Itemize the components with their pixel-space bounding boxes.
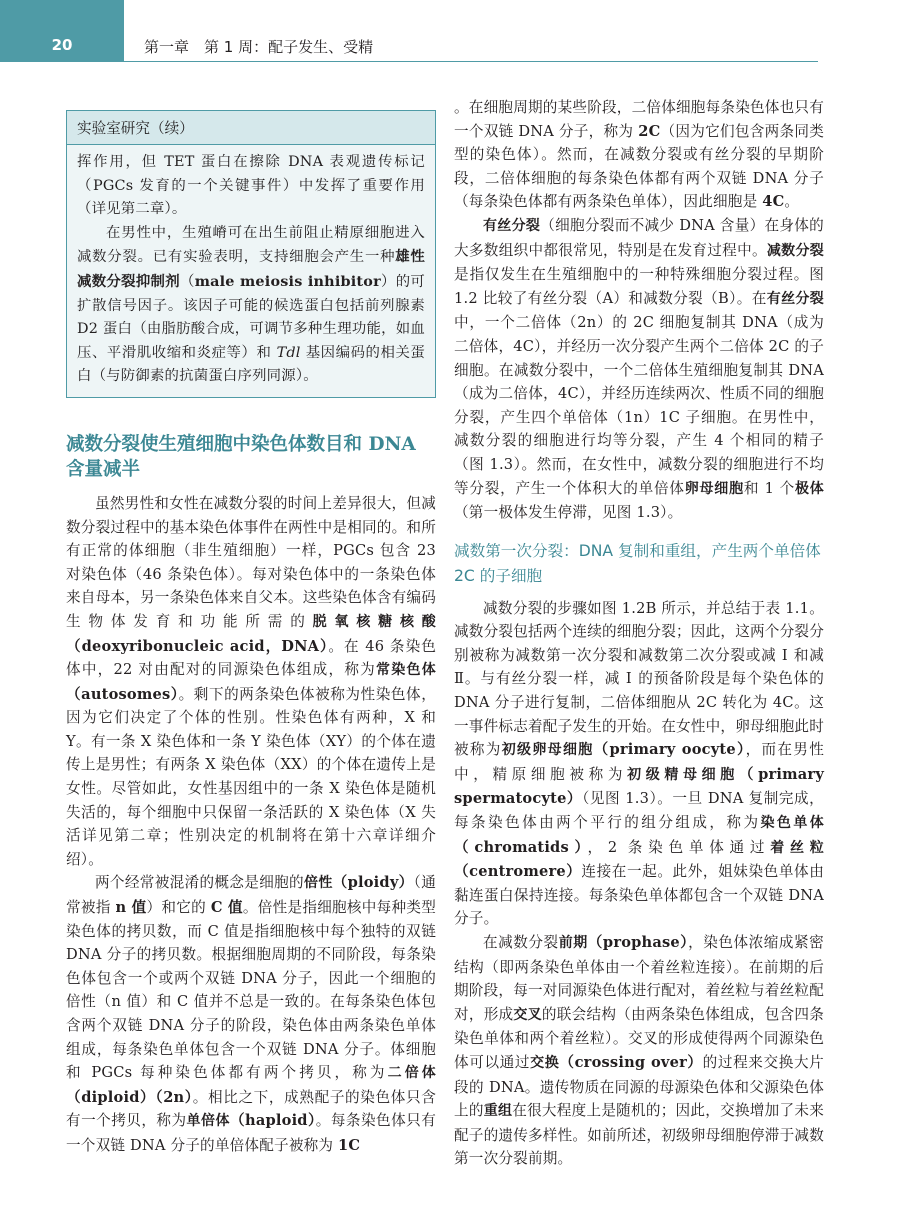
text-run: 虽然男性和女性在减数分裂的时间上差异很大，但减数分裂过程中的基本染色体事件在两性中是相同的。和所有正常的体细胞（非生殖细胞）一样，PGCs 包含 23 对染色体（46 条染色体）。每对染色体中的一条染色体来自母本，另一条染色体来自父本。这些染色体含有编码生物体发育和功能所需的: [66, 494, 436, 630]
term-crossing-over: 交换: [530, 1054, 560, 1071]
term-c-value: C 值: [210, 899, 243, 917]
lab-study-box: [66, 110, 436, 398]
term-english: （crossing over）: [559, 1053, 703, 1071]
term-english: （autosomes）: [66, 685, 179, 703]
term-english: （haploid）: [229, 1112, 316, 1130]
text-run: （见图 1.3）。一旦 DNA 复制完成，每条染色体由两个平行的组分组成，称为: [454, 790, 824, 832]
term-meiosis: 减数分裂: [766, 242, 824, 259]
text-run: （: [179, 273, 195, 290]
text-run: 。剩下的两条染色体被称为性染色体，因为它们决定了个体的性别。性染色体有两种，X 和 Y。有一条 X 染色体和一条 Y 染色体（XY）的个体在遗传上是男性；有两条 X 染色体（XX）的个体在遗传上是女性。尽管如此，女性基因组中的一条 X 染色体是随机失活的，每个细胞中只保留一条活跃的 X 染色体（X 失活详见第二章；性别决定的机制将在第十六章详细介绍）。: [66, 685, 436, 868]
text-run: 。每条染色体只有一个双链 DNA 分子的单倍体配子被称为: [66, 1112, 436, 1154]
term-primary-oocyte: 初级卵母细胞: [501, 742, 594, 759]
text-run: 的过程来交换大片段的 DNA。遗传物质在同源的母源染色体和父源染色体上的: [454, 1053, 824, 1120]
term-polar-body: 极体: [794, 480, 824, 497]
right-column: [454, 96, 824, 1171]
text-run: 减数分裂的步骤如图 1.2B 所示，并总结于表 1.1。减数分裂包括两个连续的细胞分裂；因此，这两个分裂分别被称为减数第一次分裂和减数第二次分裂或减 Ⅰ 和减 Ⅱ。与有丝分裂一样，减 Ⅰ 的预备阶段是每个染色体的 DNA 分子进行复制，二倍体细胞从 2C 转化为 4C。这一事件标志着配子发生的开始。在女性中，卵母细胞此时被称为: [454, 599, 824, 759]
term-english: （ploidy）: [332, 874, 414, 892]
term-prophase: 前期: [558, 935, 588, 951]
text-run: ）的可扩散信号因子。该因子可能的候选蛋白包括前列腺素 D2 蛋白（由脂肪酸合成，可调节多种生理功能，如血压、平滑肌收缩和炎症等）和: [77, 273, 425, 361]
text-run: 的联会结构（由两条染色体组成，包含四条染色单体和两个着丝粒）。交叉的形成使得两个同源染色体可以通过: [454, 1005, 824, 1071]
section2-paragraph-2: [454, 931, 824, 1171]
text-run: 是指仅发生在生殖细胞中的一种特殊细胞分裂过程。图 1.2 比较了有丝分裂（A）和减数分裂（B）。在: [454, 266, 824, 307]
term-1c: 1C: [338, 1136, 361, 1154]
lab-study-box-title: 实验室研究（续）: [67, 111, 435, 145]
term-mitosis: 有丝分裂: [766, 290, 824, 307]
text-run: ，而在男性中，精原细胞被称为: [454, 741, 824, 783]
text-run: ，染色体浓缩成紧密结构（即两条染色单体由一个着丝粒连接）。在前期的后期阶段，每一对同源染色体进行配对，着丝粒与着丝粒配对，形成: [454, 934, 824, 1023]
term-autosomes: 常染色体: [376, 662, 436, 679]
section1-paragraph-3: [454, 214, 824, 525]
term-oocyte: 卵母细胞: [684, 480, 744, 497]
text-run: 。在细胞周期的某些阶段，二倍体细胞每条染色体也只有一个双链 DNA 分子，称为: [454, 99, 824, 140]
term-chromatids: 染色单体: [760, 815, 824, 832]
box-paragraph-1: 挥作用，但 TET 蛋白在擦除 DNA 表观遗传标记（PGCs 发育的一个关键事件）中发挥了重要作用（详见第二章）。: [77, 154, 425, 218]
gene-name: Tdl: [276, 344, 301, 361]
section1-paragraph-2: [66, 871, 436, 1157]
section2-paragraph-1: [454, 597, 824, 931]
term-english: （deoxyribonucleic acid，DNA）: [66, 637, 329, 655]
term-mitosis: 有丝分裂: [483, 217, 541, 234]
left-column: [66, 98, 436, 1158]
text-run: ）和它的: [146, 899, 211, 917]
term-english: male meiosis inhibitor: [194, 272, 381, 290]
term-haploid: 单倍体: [186, 1113, 230, 1130]
section1-paragraph-2-continued: [454, 96, 824, 214]
text-run: 。在 46 条染色体中，22 对由配对的同源染色体组成，称为: [66, 637, 436, 679]
term-centromere: 着丝粒: [770, 839, 824, 856]
term-dna: 脱氧核糖核酸: [312, 613, 437, 630]
term-english: （prophase）: [587, 934, 689, 951]
section-title-meiosis: 减数分裂使生殖细胞中染色体数目和 DNA 含量减半: [66, 433, 416, 480]
term-2c: 2C: [638, 122, 661, 140]
term-primary-spermatocyte: 初级精母细胞: [627, 766, 739, 783]
term-ploidy: 倍性: [303, 875, 333, 892]
text-run: 在男性中，生殖嵴可在出生前阻止精原细胞进入减数分裂。已有实验表明，支持细胞会产生一种: [77, 224, 425, 266]
term-male-meiosis-inhibitor: 雄性减数分裂抑制剂: [77, 248, 425, 290]
term-english: （diploid）（2n）: [66, 1088, 193, 1106]
term-4c: 4C: [762, 193, 785, 211]
term-diploid: 二倍体: [387, 1065, 436, 1082]
text-run: 。倍性是指细胞核中每种类型染色体的拷贝数，而 C 值是指细胞核中每个独特的双链 DNA 分子的拷贝数。根据细胞周期的不同阶段，每条染色体包含一个或两个双链 DNA 分子，因此一个细胞的倍性（n 值）和 C 值并不总是一致的。在每条染色体包含两个双链 DNA 分子的阶段，染色体由两条染色单体组成，每条染色单体包含一个双链 DNA 分子。体细胞和 PGCs 每种染色体都有两个拷贝，称为: [66, 899, 436, 1082]
text-run: （第一极体发生停滞，见图 1.3）。: [454, 504, 683, 522]
text-run: ，2 条染色单体通过: [587, 838, 771, 856]
subsection-title-meiosis-1: 减数第一次分裂：DNA 复制和重组，产生两个单倍体 2C 的子细胞: [454, 541, 821, 585]
text-run: （通常被指: [66, 874, 436, 917]
term-n-value: n 值: [115, 899, 147, 917]
text-run: 两个经常被混淆的概念是细胞的: [95, 874, 304, 892]
term-english: （centromere）: [454, 863, 582, 881]
text-run: 。: [784, 193, 800, 211]
header-rule: [124, 61, 818, 62]
term-chiasma: 交叉: [513, 1006, 542, 1023]
text-run: 在很大程度上是随机的；因此，交换增加了未来配子的遗传多样性。如前所述，初级卵母细胞停滞于减数第一次分裂前期。: [454, 1102, 824, 1168]
running-head: 第一章 第 1 周：配子发生、受精: [144, 38, 374, 56]
text-run: 在减数分裂: [483, 934, 559, 951]
term-english: （chromatids）: [454, 838, 588, 856]
term-recombination: 重组: [483, 1103, 513, 1120]
page-number: 20: [51, 36, 73, 54]
text-run: 基因编码的相关蛋白（与防御素的抗菌蛋白序列同源）。: [77, 344, 425, 385]
lab-study-box-body: [67, 145, 435, 397]
text-run: 中，一个二倍体（2n）的 2C 细胞复制其 DNA（成为二倍体，4C），并经历一次分裂产生两个二倍体 2C 的子细胞。在减数分裂中，一个二倍体生殖细胞复制其 DNA（成为二倍体，4C），并经历连续两次、性质不同的细胞分裂，产生四个单倍体（1n）1C 子细胞。在男性中，减数分裂的细胞进行均等分裂，产生 4 个相同的精子（图 1.3）。然而，在女性中，减数分裂的细胞进行不均等分裂，产生一个体积大的单倍体: [454, 314, 824, 497]
section1-paragraph-1: [66, 492, 436, 872]
text-run: 连接在一起。此外，姐妹染色单体由黏连蛋白保持连接。每条染色单体都包含一个双链 DNA 分子。: [454, 863, 825, 928]
text-run: （细胞分裂而不减少 DNA 含量）在身体的大多数组织中都很常见，特别是在发育过程中。: [454, 216, 824, 259]
text-run: （因为它们包含两条同类型的染色体）。然而，在减数分裂或有丝分裂的早期阶段，二倍体细胞的每条染色体都有两个双链 DNA 分子（每条染色体都有两条染色单体），因此细胞是: [454, 122, 824, 211]
text-run: 和 1 个: [743, 479, 795, 497]
box-paragraph-2: [77, 222, 425, 389]
text-run: 。相比之下，成熟配子的染色体只含有一个拷贝，称为: [66, 1088, 437, 1130]
term-english: （primary spermatocyte）: [454, 765, 825, 808]
term-english: （primary oocyte）: [593, 741, 746, 759]
